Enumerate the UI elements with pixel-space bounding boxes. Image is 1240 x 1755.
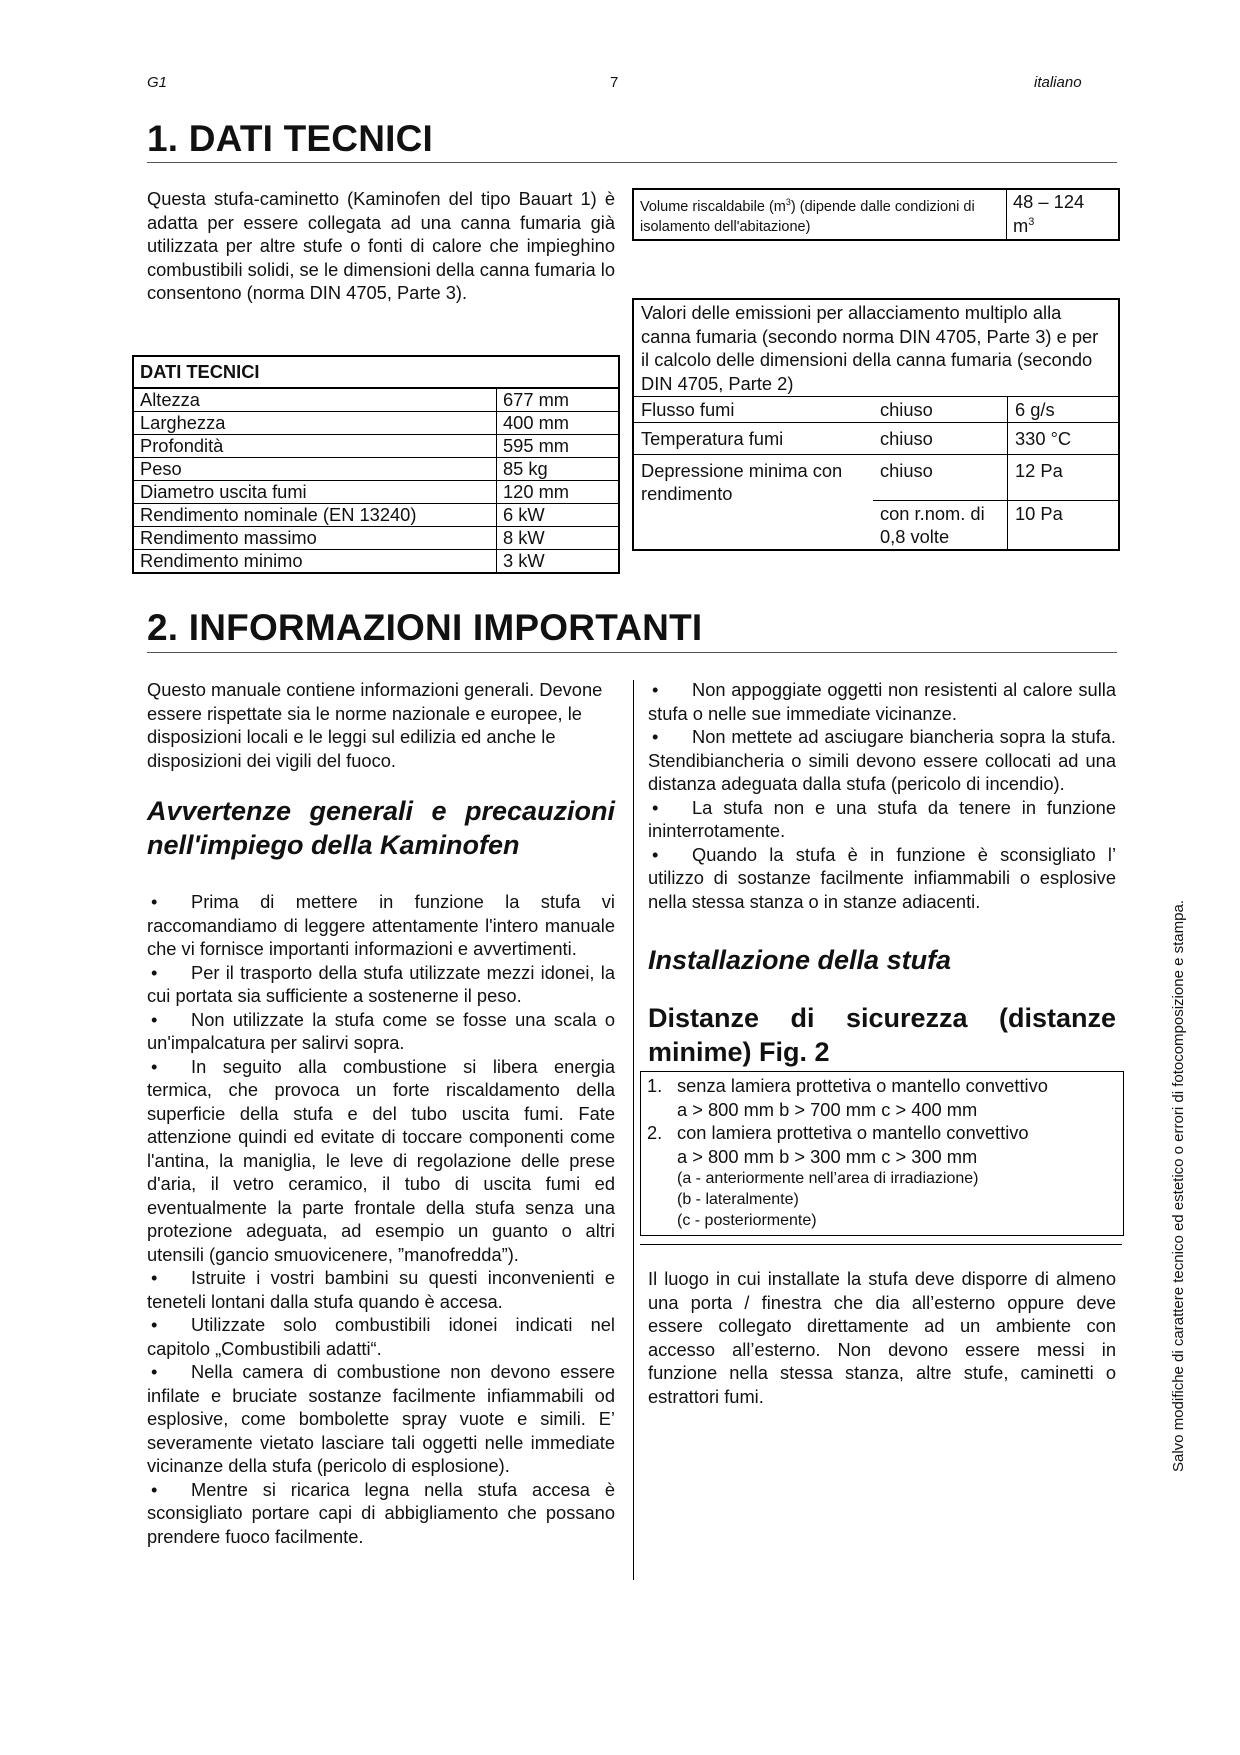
spec-value: 400 mm [497,412,620,435]
spec-value: 677 mm [497,388,620,412]
emission-condition: chiuso [880,399,933,420]
page-number: 7 [610,74,619,91]
emission-label: Depressione minima con rendimento [641,460,843,504]
table-row [133,412,619,435]
list-item: • Non mettete ad asciugare biancheria sopra la stufa. Stendibiancheria o simili devono essere collocati ad una distanza adeguata dalla stufa (pericolo di incendio). [648,726,1116,794]
emission-value: 12 Pa [1008,455,1120,501]
table-row [133,388,619,412]
spec-value: 3 kW [497,550,620,574]
volume-label: Volume riscaldabile $(m^3)$ (dipende dalle condizioni di isolamento dell'abitazione) [633,189,1007,240]
list-item: • Istruite i vostri bambini su questi inconvenienti e teneteli lontani dalla stufa quando è accesa. [147,1267,615,1312]
table-row [133,504,619,527]
section-2-intro: Questo manuale contiene informazioni generali. Devone essere rispettate sia le norme nazionale e europee, le disposizioni locali e le leggi sul edilizia ed anche le disposizioni dei vigili del fuoco. [147,679,603,771]
emission-condition: con r.nom. di 0,8 volte [880,503,985,547]
spec-value: 85 kg [497,458,620,481]
distance-note-c: (c - posteriormente) [677,1212,817,1229]
left-column [147,678,615,1548]
list-item: • Prima di mettere in funzione la stufa vi raccomandiamo di leggere attentamente l'intero manuale che vi fornisce importanti informazioni e avvertimenti. [147,891,615,959]
side-disclaimer: Salvo modifiche di carattere tecnico ed estetico o errori di fotocomposizione e stampa. [1170,900,1187,1472]
table-row [633,423,1119,455]
distance-values-2: a > 800 mm b > 300 mm c > 300 mm [677,1145,978,1167]
section-2-rule [147,652,1117,653]
spec-value: 6 kW [497,504,620,527]
spec-label: Altezza [133,388,497,412]
distances-title: Distanze di sicurezza (distanze minime) Fig. 2 [648,1003,1116,1067]
distance-note-b: (b - lateralmente) [677,1191,799,1208]
spec-label: Profondità [133,435,497,458]
spec-value: 8 kW [497,527,620,550]
emission-value: 10 Pa [1008,501,1120,551]
table-row [133,527,619,550]
specs-table [132,355,620,574]
spec-label: Peso [133,458,497,481]
installation-paragraph: Il luogo in cui installate la stufa deve disporre di almeno una porta / finestra che dia all’esterno oppure deve essere collegato direttamente ad un ambiente con accesso all’esterno. Non devono essere messi in funzione nella stessa stanza, altre stufe, caminetti o estrattori fumi. [648,1268,1116,1407]
spec-value: 595 mm [497,435,620,458]
emissions-table [632,298,1120,551]
distances-rule [640,1244,1122,1245]
spec-label: Rendimento nominale (EN 13240) [133,504,497,527]
emission-condition: chiuso [880,428,933,449]
header-doc-code: G1 [147,74,168,91]
emission-label: Flusso fumi [641,399,735,420]
emissions-heading: Valori delle emissioni per allacciamento multiplo alla canna fumaria (secondo norma DIN 4705, Parte 3) e per il calcolo delle dimensioni della canna fumaria (secondo DIN 4705, Parte 2) [633,299,1119,397]
warnings-list [147,890,615,1548]
emission-value: 6 g/s [1008,397,1120,423]
volume-table [632,188,1120,241]
emission-value: 330 °C [1008,423,1120,455]
table-row [633,397,1119,423]
distance-case-2: 2. con lamiera prottetiva o mantello convettivo [647,1122,1029,1143]
list-item: • Quando la stufa è in funzione è sconsigliato l’ utilizzo di sostanze facilmente infiammabili o esplosive nella stessa stanza o in stanze adiacenti. [648,843,1116,912]
emission-label: Temperatura fumi [641,428,784,449]
distances-box [640,1071,1124,1236]
spec-label: Larghezza [133,412,497,435]
right-column [648,678,1116,1408]
section-2-title: 2. INFORMAZIONI IMPORTANTI [147,607,703,648]
list-item: • Mentre si ricarica legna nella stufa accesa è sconsigliato portare capi di abbigliamento che possano prendere fuoco facilmente. [147,1478,615,1547]
volume-value: 48 – 124 $m^3$ [1013,191,1085,237]
list-item: • Nella camera di combustione non devono essere infilate e bruciate sostanze facilmente infiammabili od esplosive, come bombolette spray vuote e simili. E’ severamente vietato lasciare tali oggetti nelle immediate vicinanze della stufa (pericolo di esplosione). [147,1361,615,1476]
table-row [133,458,619,481]
list-item: • In seguito alla combustione si libera energia termica, che provoca un forte riscaldamento della superficie della stufa e del tubo uscita fumi. Fate attenzione quindi ed evitate di toccare componenti come l'antina, la maniglia, le leve di regolazione delle prese d'aria, il vetro ceramico, il tubo di uscita fumi ed eventualmente la parte frontale della stufa senza una protezione adeguata, ad esempio un guanto o altri utensili (gancio smuovicenere, ”manofredda”). [147,1055,615,1265]
distance-case-1: 1. senza lamiera prottetiva o mantello convettivo [647,1075,1048,1096]
table-row [133,550,619,574]
list-item: • Per il trasporto della stufa utilizzate mezzi idonei, la cui portata sia sufficiente a sostenerne il peso. [147,961,615,1006]
warnings-title: Avvertenze generali e precauzioni nell'impiego della Kaminofen [147,796,615,860]
section-1-intro: Questa stufa-caminetto (Kaminofen del tipo Bauart 1) è adatta per essere collegata ad una canna fumaria già utilizzata per altre stufe o fonti di calore che impieghino combustibili solidi, se le dimensioni della canna fumaria lo consentono (norma DIN 4705, Parte 3). [147,188,615,303]
list-item: • Non appoggiate oggetti non resistenti al calore sulla stufa o nelle sue immediate vicinanze. [648,679,1116,724]
table-row [133,435,619,458]
header-language: italiano [1034,74,1082,91]
distance-note-a: (a - anteriormente nell’area di irradiazione) [677,1170,979,1187]
column-divider [633,680,634,1580]
list-item: • La stufa non e una stufa da tenere in funzione ininterrotamente. [648,796,1116,841]
distance-values-1: a > 800 mm b > 700 mm c > 400 mm [677,1098,978,1120]
spec-label: Rendimento massimo [133,527,497,550]
specs-heading: DATI TECNICI [133,356,619,388]
list-item: • Non utilizzate la stufa come se fosse una scala o un'impalcatura per salirvi sopra. [147,1008,615,1053]
spec-label: Rendimento minimo [133,550,497,574]
spec-label: Diametro uscita fumi [133,481,497,504]
emission-condition: chiuso [873,455,1008,501]
table-row [133,481,619,504]
list-item: • Utilizzate solo combustibili idonei indicati nel capitolo „Combustibili adatti“. [147,1314,615,1359]
install-title: Installazione della stufa [648,945,952,975]
table-row [633,455,1119,501]
section-1-rule [147,162,1117,163]
section-1-title: 1. DATI TECNICI [147,118,433,159]
spec-value: 120 mm [497,481,620,504]
